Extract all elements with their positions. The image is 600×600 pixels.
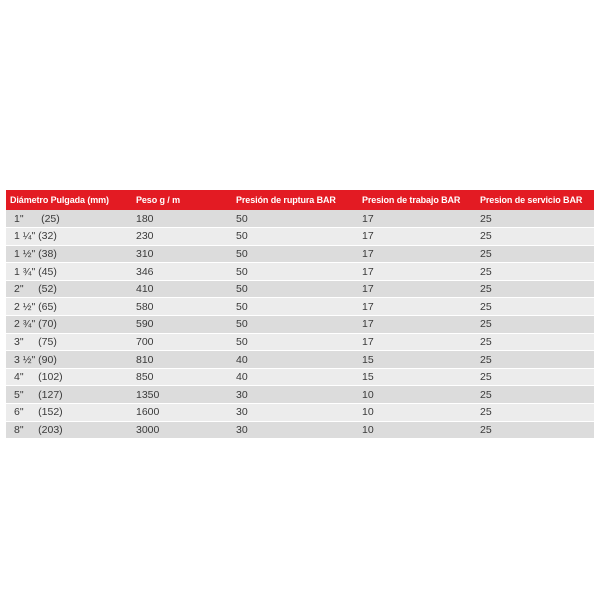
table-header bbox=[6, 190, 594, 210]
cell-weight: 590 bbox=[132, 316, 232, 334]
table-row bbox=[6, 386, 594, 404]
cell-working-pressure: 17 bbox=[358, 298, 476, 316]
cell-burst-pressure: 30 bbox=[232, 404, 358, 422]
cell-diameter: 4" (102) bbox=[6, 368, 132, 386]
table-row bbox=[6, 421, 594, 439]
cell-diameter: 1 ½" (38) bbox=[6, 245, 132, 263]
cell-weight: 1350 bbox=[132, 386, 232, 404]
table-row bbox=[6, 263, 594, 281]
cell-weight: 310 bbox=[132, 245, 232, 263]
cell-diameter: 8" (203) bbox=[6, 421, 132, 439]
cell-weight: 1600 bbox=[132, 404, 232, 422]
cell-burst-pressure: 50 bbox=[232, 333, 358, 351]
header-service-pressure: Presion de servicio BAR bbox=[480, 195, 583, 205]
cell-working-pressure: 10 bbox=[358, 421, 476, 439]
cell-working-pressure: 15 bbox=[358, 351, 476, 369]
cell-diameter: 1 ¼" (32) bbox=[6, 228, 132, 246]
header-weight: Peso g / m bbox=[136, 195, 181, 205]
specs-table-container bbox=[6, 190, 594, 439]
table-row bbox=[6, 210, 594, 228]
cell-weight: 3000 bbox=[132, 421, 232, 439]
cell-service-pressure: 25 bbox=[476, 333, 594, 351]
cell-diameter: 2" (52) bbox=[6, 280, 132, 298]
header-working-pressure: Presion de trabajo BAR bbox=[362, 195, 461, 205]
cell-weight: 810 bbox=[132, 351, 232, 369]
cell-weight: 700 bbox=[132, 333, 232, 351]
cell-service-pressure: 25 bbox=[476, 280, 594, 298]
cell-burst-pressure: 50 bbox=[232, 210, 358, 228]
cell-service-pressure: 25 bbox=[476, 298, 594, 316]
cell-working-pressure: 17 bbox=[358, 228, 476, 246]
cell-burst-pressure: 40 bbox=[232, 368, 358, 386]
cell-burst-pressure: 50 bbox=[232, 263, 358, 281]
cell-burst-pressure: 50 bbox=[232, 316, 358, 334]
cell-weight: 180 bbox=[132, 210, 232, 228]
cell-diameter: 3 ½" (90) bbox=[6, 351, 132, 369]
header-burst-pressure: Presión de ruptura BAR bbox=[236, 195, 336, 205]
table-row bbox=[6, 368, 594, 386]
cell-diameter: 3" (75) bbox=[6, 333, 132, 351]
cell-diameter: 1" (25) bbox=[6, 210, 132, 228]
cell-burst-pressure: 50 bbox=[232, 280, 358, 298]
cell-working-pressure: 17 bbox=[358, 263, 476, 281]
cell-weight: 230 bbox=[132, 228, 232, 246]
hose-specs-table bbox=[6, 190, 594, 439]
cell-weight: 346 bbox=[132, 263, 232, 281]
cell-working-pressure: 10 bbox=[358, 404, 476, 422]
table-row bbox=[6, 298, 594, 316]
cell-burst-pressure: 30 bbox=[232, 421, 358, 439]
cell-working-pressure: 10 bbox=[358, 386, 476, 404]
cell-diameter: 6" (152) bbox=[6, 404, 132, 422]
cell-weight: 410 bbox=[132, 280, 232, 298]
table-row bbox=[6, 351, 594, 369]
cell-working-pressure: 17 bbox=[358, 316, 476, 334]
header-diameter: Diámetro Pulgada (mm) bbox=[10, 195, 109, 205]
cell-burst-pressure: 50 bbox=[232, 298, 358, 316]
cell-burst-pressure: 50 bbox=[232, 228, 358, 246]
cell-diameter: 2 ½" (65) bbox=[6, 298, 132, 316]
cell-weight: 850 bbox=[132, 368, 232, 386]
cell-service-pressure: 25 bbox=[476, 210, 594, 228]
table-row bbox=[6, 245, 594, 263]
cell-service-pressure: 25 bbox=[476, 245, 594, 263]
table-row bbox=[6, 316, 594, 334]
table-row bbox=[6, 280, 594, 298]
table-row bbox=[6, 333, 594, 351]
header-row bbox=[6, 190, 594, 210]
cell-burst-pressure: 30 bbox=[232, 386, 358, 404]
cell-weight: 580 bbox=[132, 298, 232, 316]
cell-diameter: 2 ¾" (70) bbox=[6, 316, 132, 334]
cell-diameter: 1 ¾" (45) bbox=[6, 263, 132, 281]
cell-service-pressure: 25 bbox=[476, 368, 594, 386]
cell-working-pressure: 15 bbox=[358, 368, 476, 386]
cell-burst-pressure: 40 bbox=[232, 351, 358, 369]
cell-working-pressure: 17 bbox=[358, 245, 476, 263]
cell-service-pressure: 25 bbox=[476, 263, 594, 281]
cell-service-pressure: 25 bbox=[476, 421, 594, 439]
table-row bbox=[6, 228, 594, 246]
cell-working-pressure: 17 bbox=[358, 210, 476, 228]
table-body bbox=[6, 210, 594, 439]
cell-service-pressure: 25 bbox=[476, 228, 594, 246]
cell-diameter: 5" (127) bbox=[6, 386, 132, 404]
cell-working-pressure: 17 bbox=[358, 333, 476, 351]
table-row bbox=[6, 404, 594, 422]
cell-working-pressure: 17 bbox=[358, 280, 476, 298]
cell-burst-pressure: 50 bbox=[232, 245, 358, 263]
cell-service-pressure: 25 bbox=[476, 386, 594, 404]
cell-service-pressure: 25 bbox=[476, 351, 594, 369]
cell-service-pressure: 25 bbox=[476, 404, 594, 422]
cell-service-pressure: 25 bbox=[476, 316, 594, 334]
